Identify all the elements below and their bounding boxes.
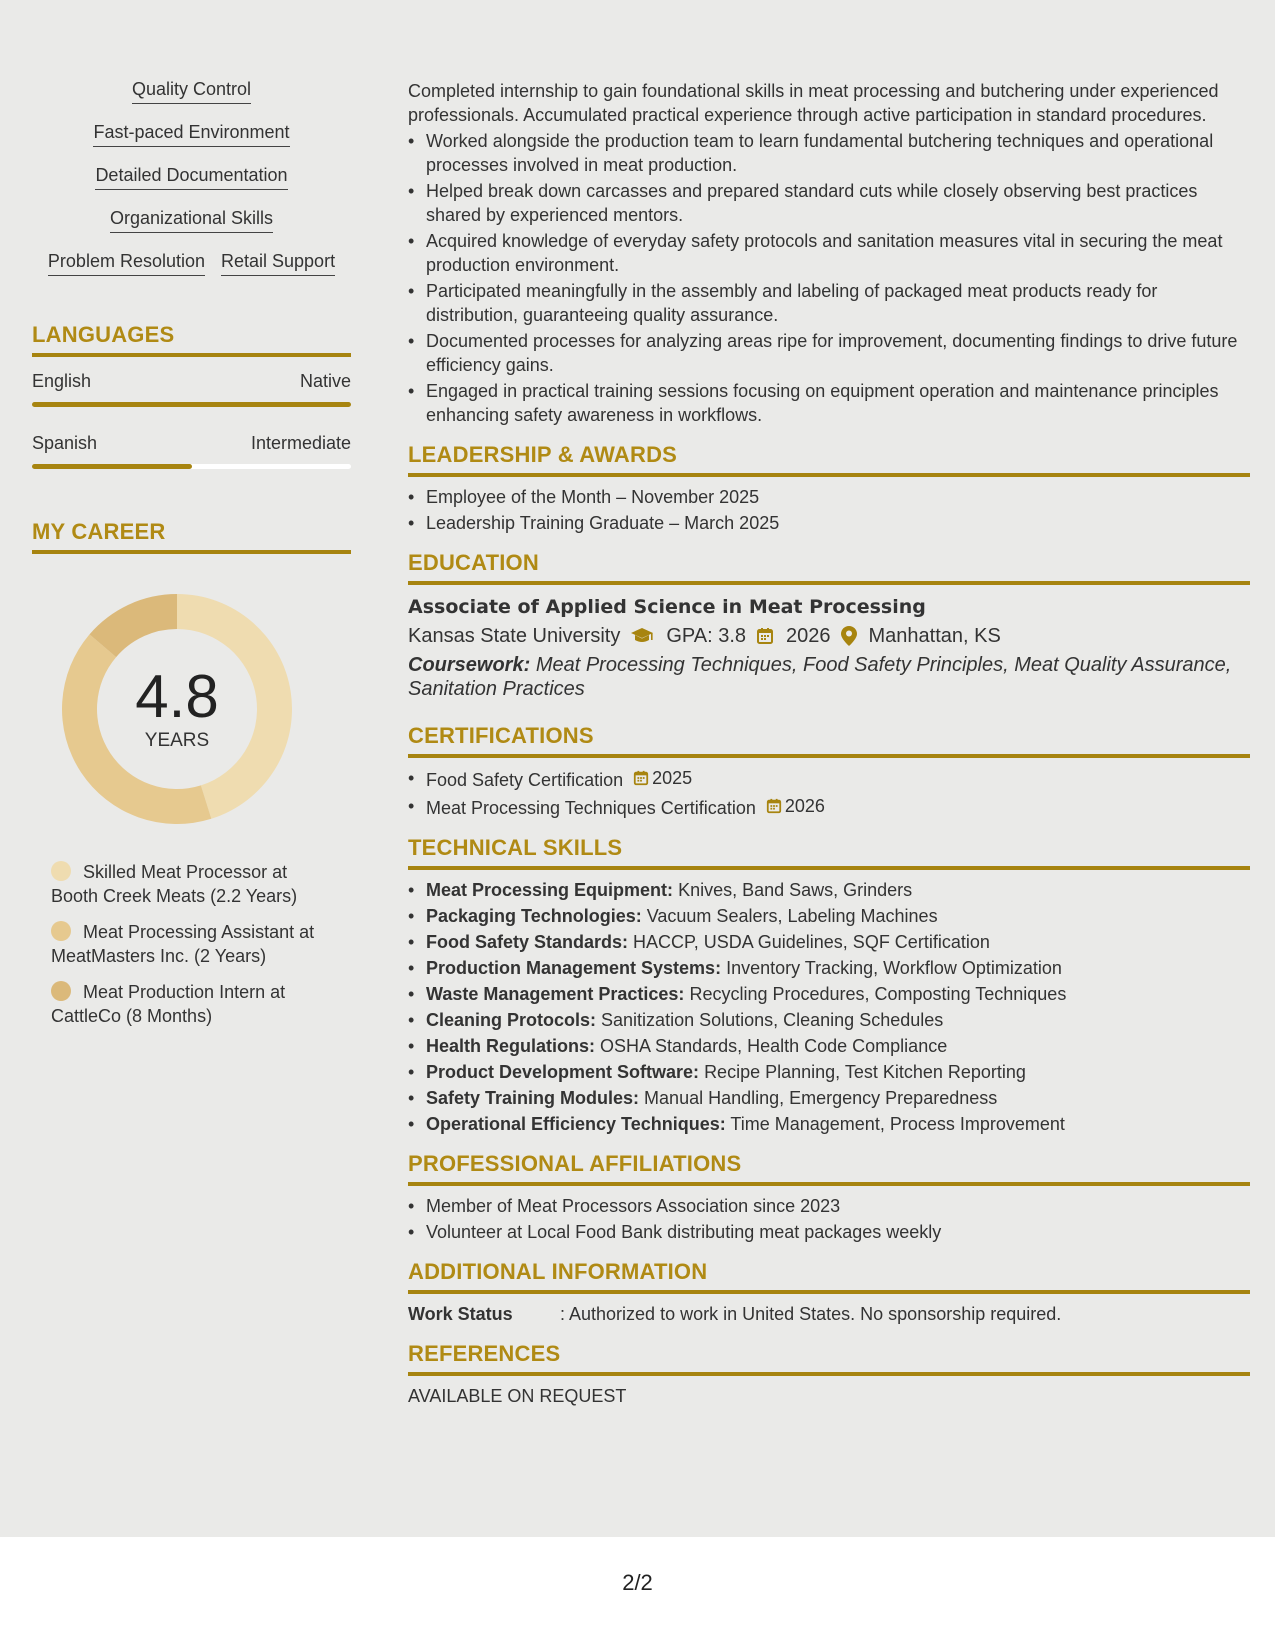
calendar-icon bbox=[766, 798, 782, 814]
references-title: REFERENCES bbox=[408, 1341, 1250, 1376]
technical-skill-value: Inventory Tracking, Workflow Optimization bbox=[726, 958, 1062, 978]
technical-skill-value: Time Management, Process Improvement bbox=[730, 1114, 1065, 1134]
technical-skills-list bbox=[408, 878, 1250, 1136]
experience-bullet: • Participated meaningfully in the assembly and labeling of packaged meat products ready for distribution, guaranteeing quality assurance. bbox=[408, 279, 1250, 327]
technical-skill-item bbox=[408, 982, 1250, 1006]
languages-section bbox=[32, 322, 351, 469]
skills-row bbox=[32, 78, 351, 104]
language-name: English bbox=[32, 371, 92, 391]
donut-center bbox=[62, 594, 292, 824]
language-level: Intermediate bbox=[250, 433, 351, 453]
languages-list bbox=[32, 371, 351, 469]
education-location: Manhattan, KS bbox=[868, 625, 1001, 647]
education-gpa: GPA: 3.8 bbox=[666, 625, 746, 647]
education-coursework bbox=[408, 653, 1250, 701]
technical-skill-label: Waste Management Practices: bbox=[426, 984, 685, 1004]
technical-skill-value: Vacuum Sealers, Labeling Machines bbox=[646, 906, 938, 926]
language-row bbox=[32, 371, 351, 392]
skills-row bbox=[32, 164, 351, 190]
legend-item bbox=[51, 860, 321, 908]
certification-item bbox=[408, 766, 1250, 792]
technical-skill-value: Recipe Planning, Test Kitchen Reporting bbox=[704, 1062, 1026, 1082]
technical-skill-item bbox=[408, 904, 1250, 928]
education-school: Kansas State University bbox=[408, 625, 621, 647]
technical-skill-value: HACCP, USDA Guidelines, SQF Certification bbox=[633, 932, 990, 952]
calendar-icon bbox=[756, 627, 774, 645]
left-column bbox=[32, 78, 351, 1040]
language-row bbox=[32, 433, 351, 454]
skill-tag: Problem Resolution bbox=[48, 250, 205, 276]
technical-skill-item bbox=[408, 1008, 1250, 1032]
award-item: • Leadership Training Graduate – March 2025 bbox=[408, 511, 1250, 535]
work-status-key: Work Status bbox=[408, 1304, 513, 1324]
legend-dot bbox=[51, 861, 71, 881]
coursework-label: Coursework: bbox=[408, 654, 531, 676]
skill-tag: Quality Control bbox=[132, 78, 251, 104]
legend-label: Meat Production Intern at CattleCo (8 Months) bbox=[51, 982, 286, 1026]
skill-tag: Detailed Documentation bbox=[95, 164, 287, 190]
career-title: MY CAREER bbox=[32, 519, 351, 554]
experience-bullet: • Acquired knowledge of everyday safety protocols and sanitation measures vital in securing the meat production environment. bbox=[408, 229, 1250, 277]
certification-year-wrap bbox=[633, 766, 692, 790]
work-status-value: : Authorized to work in United States. No sponsorship required. bbox=[560, 1304, 1062, 1324]
technical-skill-label: Operational Efficiency Techniques: bbox=[426, 1114, 726, 1134]
career-total: 4.8 bbox=[135, 663, 219, 730]
technical-skill-item bbox=[408, 1034, 1250, 1058]
technical-skill-item bbox=[408, 1112, 1250, 1136]
technical-skill-item bbox=[408, 1086, 1250, 1110]
languages-title: LANGUAGES bbox=[32, 322, 351, 357]
skills-row bbox=[32, 121, 351, 147]
skill-tag: Fast-paced Environment bbox=[93, 121, 289, 147]
language-level-fill bbox=[32, 464, 192, 469]
education-title: EDUCATION bbox=[408, 550, 1250, 585]
technical-skill-value: Knives, Band Saws, Grinders bbox=[678, 880, 913, 900]
experience-bullets bbox=[408, 129, 1250, 427]
award-item: • Employee of the Month – November 2025 bbox=[408, 485, 1250, 509]
technical-skill-item bbox=[408, 878, 1250, 902]
legend-dot bbox=[51, 921, 71, 941]
technical-skills-title: TECHNICAL SKILLS bbox=[408, 835, 1250, 870]
technical-skill-label: Meat Processing Equipment: bbox=[426, 880, 674, 900]
legend-item bbox=[51, 980, 321, 1028]
skill-tag: Organizational Skills bbox=[110, 207, 273, 233]
certification-name: Meat Processing Techniques Certification bbox=[426, 798, 756, 818]
graduation-cap-icon bbox=[630, 627, 654, 645]
references-text: AVAILABLE ON REQUEST bbox=[408, 1386, 627, 1406]
career-unit: YEARS bbox=[144, 730, 210, 751]
education-degree: Associate of Applied Science in Meat Processing bbox=[408, 596, 926, 618]
language-level-bar bbox=[32, 464, 351, 469]
certification-year: 2025 bbox=[652, 768, 693, 788]
work-status-row bbox=[408, 1302, 1250, 1326]
technical-skill-value: Recycling Procedures, Composting Techniques bbox=[689, 984, 1067, 1004]
affiliation-item: • Volunteer at Local Food Bank distributing meat packages weekly bbox=[408, 1220, 1250, 1244]
certification-year: 2026 bbox=[784, 796, 825, 816]
education-year: 2026 bbox=[786, 625, 831, 647]
technical-skill-label: Production Management Systems: bbox=[426, 958, 722, 978]
leadership-list bbox=[408, 485, 1250, 535]
technical-skill-item bbox=[408, 956, 1250, 980]
technical-skill-label: Product Development Software: bbox=[426, 1062, 700, 1082]
technical-skill-item bbox=[408, 1060, 1250, 1084]
certification-name: Food Safety Certification bbox=[426, 770, 624, 790]
certification-year-wrap bbox=[766, 794, 825, 818]
skills-row bbox=[32, 250, 351, 276]
location-pin-icon bbox=[841, 626, 857, 646]
skill-tag: Retail Support bbox=[221, 250, 335, 276]
affiliations-list bbox=[408, 1194, 1250, 1244]
career-section bbox=[32, 519, 351, 1028]
certifications-title: CERTIFICATIONS bbox=[408, 723, 1250, 758]
legend-dot bbox=[51, 981, 71, 1001]
education-meta bbox=[408, 621, 1250, 651]
language-name: Spanish bbox=[32, 433, 98, 453]
technical-skill-label: Packaging Technologies: bbox=[426, 906, 642, 926]
affiliation-item: • Member of Meat Processors Association since 2023 bbox=[408, 1194, 1250, 1218]
technical-skill-value: Sanitization Solutions, Cleaning Schedules bbox=[601, 1010, 944, 1030]
experience-bullet: • Worked alongside the production team to learn fundamental butchering techniques and operational processes involved in meat production. bbox=[408, 129, 1250, 177]
technical-skill-label: Safety Training Modules: bbox=[426, 1088, 640, 1108]
leadership-title: LEADERSHIP & AWARDS bbox=[408, 442, 1250, 477]
experience-summary: Completed internship to gain foundational skills in meat processing and butchering under experienced professionals. Accumulated practical experience through active participation in standard procedures. bbox=[408, 81, 1219, 125]
technical-skill-label: Food Safety Standards: bbox=[426, 932, 629, 952]
technical-skill-value: Manual Handling, Emergency Preparedness bbox=[644, 1088, 998, 1108]
legend-label: Meat Processing Assistant at MeatMasters Inc. (2 Years) bbox=[51, 922, 315, 966]
experience-bullet: • Engaged in practical training sessions focusing on equipment operation and maintenance principles enhancing safety awareness in workflows. bbox=[408, 379, 1250, 427]
experience-bullet: • Documented processes for analyzing areas ripe for improvement, documenting findings to drive future efficiency gains. bbox=[408, 329, 1250, 377]
legend-item bbox=[51, 920, 321, 968]
skills-list bbox=[32, 78, 351, 276]
right-column bbox=[408, 79, 1250, 1408]
career-legend bbox=[51, 860, 321, 1028]
affiliations-title: PROFESSIONAL AFFILIATIONS bbox=[408, 1151, 1250, 1186]
career-donut-chart bbox=[62, 594, 292, 824]
experience-bullet: • Helped break down carcasses and prepared standard cuts while closely observing best practices shared by experienced mentors. bbox=[408, 179, 1250, 227]
technical-skill-label: Health Regulations: bbox=[426, 1036, 596, 1056]
technical-skill-label: Cleaning Protocols: bbox=[426, 1010, 597, 1030]
language-level-bar bbox=[32, 402, 351, 407]
certification-item bbox=[408, 794, 1250, 820]
language-level: Native bbox=[299, 371, 351, 391]
page-number: 2/2 bbox=[622, 1570, 653, 1595]
certifications-list bbox=[408, 766, 1250, 820]
coursework-text: Meat Processing Techniques, Food Safety Principles, Meat Quality Assurance, Sanitation Practices bbox=[408, 654, 1232, 700]
skills-row bbox=[32, 207, 351, 233]
language-item bbox=[32, 371, 351, 407]
calendar-icon bbox=[633, 770, 649, 786]
language-item bbox=[32, 433, 351, 469]
technical-skill-item bbox=[408, 930, 1250, 954]
language-level-fill bbox=[32, 402, 351, 407]
legend-label: Skilled Meat Processor at Booth Creek Meats (2.2 Years) bbox=[51, 862, 298, 906]
additional-title: ADDITIONAL INFORMATION bbox=[408, 1259, 1250, 1294]
technical-skill-value: OSHA Standards, Health Code Compliance bbox=[600, 1036, 948, 1056]
